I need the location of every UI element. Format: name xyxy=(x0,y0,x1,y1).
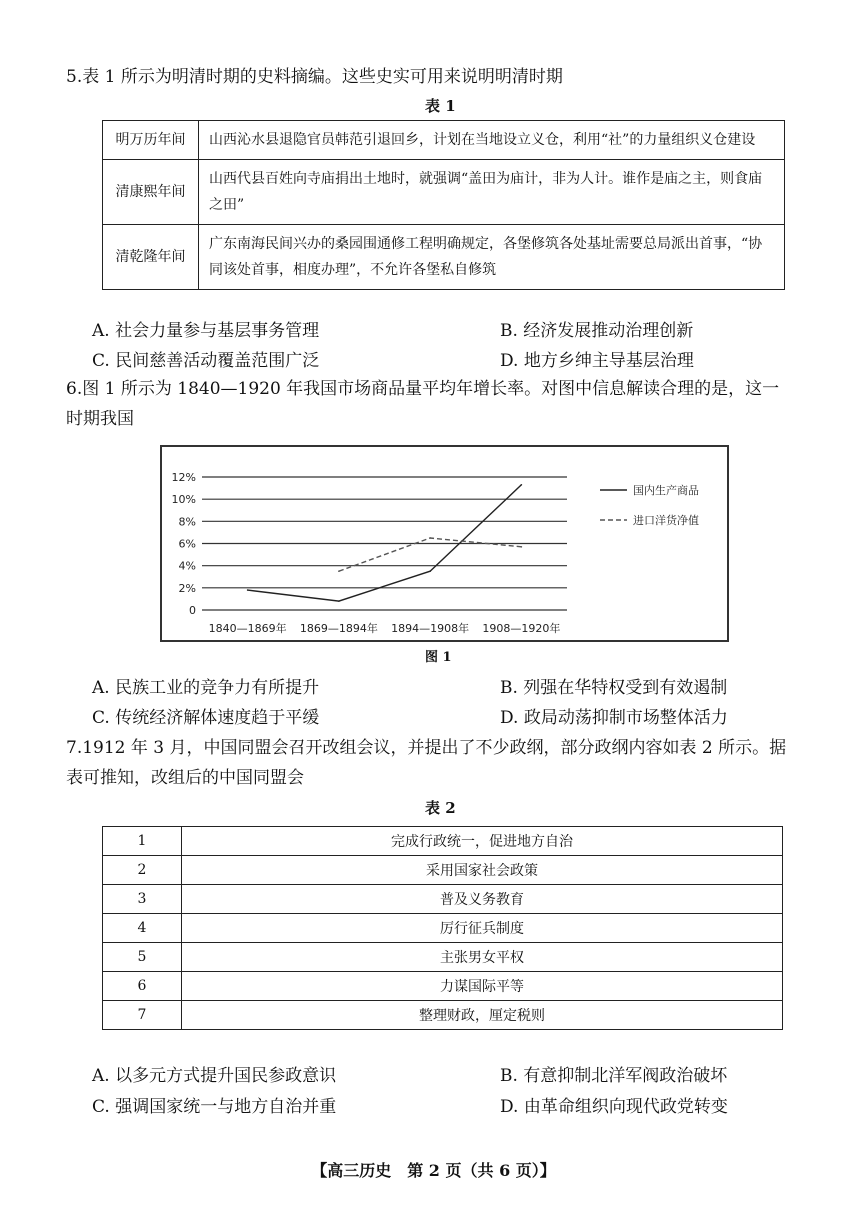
q7-stem-line1: 7.1912 年 3 月，中国同盟会召开改组会议，并提出了不少政纲，部分政纲内容如表 2 所示。据 xyxy=(66,738,787,758)
row-text: 力谋国际平等 xyxy=(182,972,783,1001)
row-number: 5 xyxy=(103,943,182,972)
x-tick-label: 1869—1894年 xyxy=(299,622,378,635)
q5-option-a[interactable]: A. 社会力量参与基层事务管理 xyxy=(92,321,320,341)
data-point xyxy=(521,546,523,548)
row-number: 4 xyxy=(103,914,182,943)
table-row xyxy=(103,1001,783,1030)
data-point xyxy=(338,570,340,572)
row-text: 主张男女平权 xyxy=(182,943,783,972)
q6-option-a[interactable]: A. 民族工业的竞争力有所提升 xyxy=(92,678,320,698)
q6-stem-line2: 时期我国 xyxy=(66,409,134,429)
y-tick-label: 2% xyxy=(178,581,196,595)
q5-option-c[interactable]: C. 民间慈善活动覆盖范围广泛 xyxy=(92,351,320,371)
row-number: 3 xyxy=(103,885,182,914)
y-tick-label: 8% xyxy=(178,515,196,529)
table-row xyxy=(103,225,785,290)
q7-option-a[interactable]: A. 以多元方式提升国民参政意识 xyxy=(92,1066,337,1086)
period-cell: 明万历年间 xyxy=(103,121,199,160)
legend-label: 进口洋货净值 xyxy=(633,514,699,527)
y-tick-label: 6% xyxy=(178,537,196,551)
q6-option-b[interactable]: B. 列强在华特权受到有效遏制 xyxy=(500,678,728,698)
row-number: 7 xyxy=(103,1001,182,1030)
table1-caption: 表 1 xyxy=(425,97,456,115)
row-number: 1 xyxy=(103,827,182,856)
table-row xyxy=(103,914,783,943)
table-row xyxy=(103,160,785,225)
q7-option-c[interactable]: C. 强调国家统一与地方自治并重 xyxy=(92,1097,337,1117)
row-number: 6 xyxy=(103,972,182,1001)
y-tick-label: 0 xyxy=(189,604,196,617)
q6-option-c[interactable]: C. 传统经济解体速度趋于平缓 xyxy=(92,708,320,728)
table-row xyxy=(103,827,783,856)
row-text: 厉行征兵制度 xyxy=(182,914,783,943)
table-row xyxy=(103,972,783,1001)
x-tick-label: 1840—1869年 xyxy=(208,622,287,635)
data-point xyxy=(521,484,523,486)
legend-label: 国内生产商品 xyxy=(633,484,699,497)
text-cell: 广东南海民间兴办的桑园围通修工程明确规定，各堡修筑各处基址需要总局派出首事，“协同该处首事，相度办理”，不允许各堡私自修筑 xyxy=(199,225,785,290)
x-tick-label: 1894—1908年 xyxy=(391,622,470,635)
q5-option-b[interactable]: B. 经济发展推动治理创新 xyxy=(500,321,694,341)
table2-caption: 表 2 xyxy=(425,799,456,817)
period-cell: 清乾隆年间 xyxy=(103,225,199,290)
q5-option-d[interactable]: D. 地方乡绅主导基层治理 xyxy=(500,351,694,371)
q7-option-d[interactable]: D. 由革命组织向现代政党转变 xyxy=(500,1097,728,1117)
table-row xyxy=(103,121,785,160)
period-cell: 清康熙年间 xyxy=(103,160,199,225)
row-number: 2 xyxy=(103,856,182,885)
table-row xyxy=(103,856,783,885)
data-point xyxy=(338,600,340,602)
figure-1-frame xyxy=(160,445,729,642)
figure1-caption: 图 1 xyxy=(425,650,452,665)
q5-stem: 5.表 1 所示为明清时期的史料摘编。这些史实可用来说明明清时期 xyxy=(66,67,563,87)
q7-option-b[interactable]: B. 有意抑制北洋军阀政治破坏 xyxy=(500,1066,728,1086)
row-text: 普及义务教育 xyxy=(182,885,783,914)
q6-stem-line1: 6.图 1 所示为 1840—1920 年我国市场商品量平均年增长率。对图中信息解读合理的是，这一 xyxy=(66,379,780,399)
text-cell: 山西代县百姓向寺庙捐出土地时，就强调“盖田为庙计，非为人计。谁作是庙之主，则食庙之田” xyxy=(199,160,785,225)
row-text: 完成行政统一，促进地方自治 xyxy=(182,827,783,856)
data-point xyxy=(247,589,249,591)
page-footer: 【高三历史 第 2 页（共 6 页）】 xyxy=(311,1161,556,1180)
q7-stem-line2: 表可推知，改组后的中国同盟会 xyxy=(66,768,304,788)
table-2 xyxy=(102,826,783,1030)
row-text: 采用国家社会政策 xyxy=(182,856,783,885)
y-tick-label: 4% xyxy=(178,559,196,573)
row-text: 整理财政，厘定税则 xyxy=(182,1001,783,1030)
y-tick-label: 12% xyxy=(171,471,196,484)
data-point xyxy=(429,570,431,572)
q6-option-d[interactable]: D. 政局动荡抑制市场整体活力 xyxy=(500,708,728,728)
table-row xyxy=(103,943,783,972)
text-cell: 山西沁水县退隐官员韩范引退回乡，计划在当地设立义仓，利用“社”的力量组织义仓建设 xyxy=(199,121,785,160)
x-tick-label: 1908—1920年 xyxy=(482,622,561,635)
table-row xyxy=(103,885,783,914)
table-1 xyxy=(102,120,785,290)
data-point xyxy=(429,537,431,539)
y-tick-label: 10% xyxy=(171,493,196,507)
figure-1-chart xyxy=(162,447,727,640)
